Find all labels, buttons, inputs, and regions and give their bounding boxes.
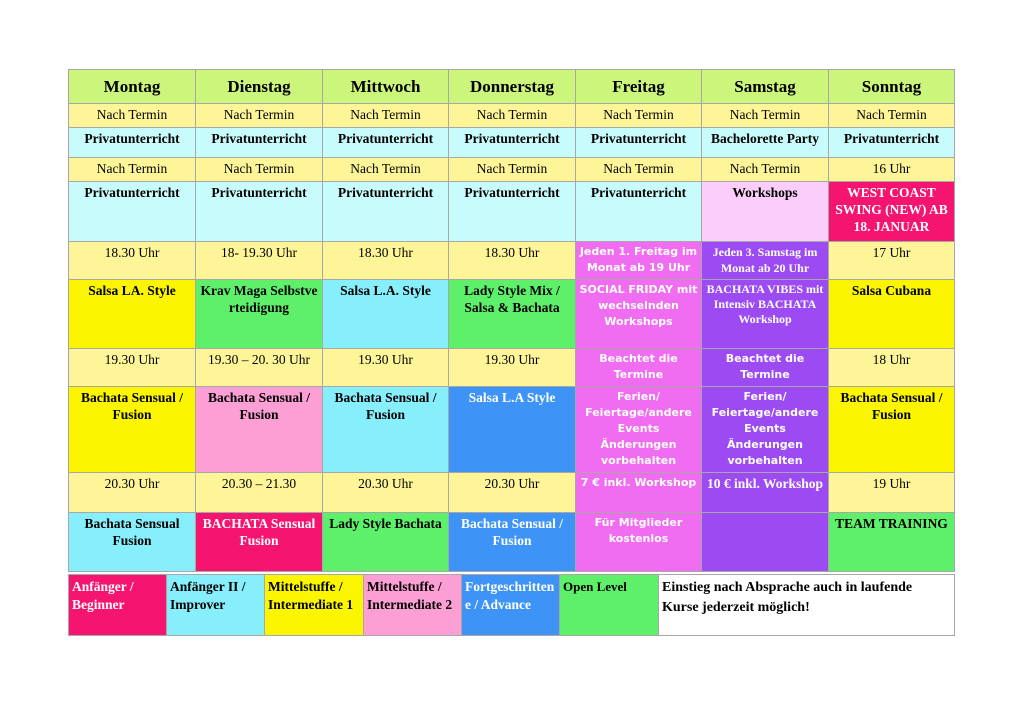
time-cell: 19.30 Uhr bbox=[449, 349, 576, 387]
time-cell: Nach Termin bbox=[323, 104, 449, 128]
class-row bbox=[69, 128, 955, 158]
class-cell: Privatunterricht bbox=[69, 128, 196, 158]
time-row bbox=[69, 349, 955, 387]
time-cell: 16 Uhr bbox=[829, 158, 955, 182]
time-cell: 7 € inkl. Workshop bbox=[576, 473, 702, 513]
time-cell: 18.30 Uhr bbox=[323, 242, 449, 280]
legend-beginner: Anfänger / Beginner bbox=[69, 575, 167, 636]
legend-intermediate-1: Mittelstuffe / Intermediate 1 bbox=[265, 575, 364, 636]
legend-open-level: Open Level bbox=[560, 575, 659, 636]
class-cell: Lady Style Bachata bbox=[323, 513, 449, 572]
class-row bbox=[69, 280, 955, 349]
day-header-tuesday: Dienstag bbox=[196, 70, 323, 104]
time-cell: 20.30 Uhr bbox=[449, 473, 576, 513]
class-cell: BACHATA Sensual Fusion bbox=[196, 513, 323, 572]
class-cell: Salsa Cubana bbox=[829, 280, 955, 349]
class-cell: Bachata Sensual / Fusion bbox=[69, 387, 196, 473]
class-cell: Bachelorette Party bbox=[702, 128, 829, 158]
class-cell: TEAM TRAINING bbox=[829, 513, 955, 572]
time-row bbox=[69, 473, 955, 513]
time-cell: Nach Termin bbox=[449, 104, 576, 128]
class-cell: Privatunterricht bbox=[196, 128, 323, 158]
class-cell: Privatunterricht bbox=[449, 182, 576, 242]
class-cell: Für Mitglieder kostenlos bbox=[576, 513, 702, 572]
class-cell: Privatunterricht bbox=[323, 182, 449, 242]
time-cell: Jeden 1. Freitag im Monat ab 19 Uhr bbox=[576, 242, 702, 280]
time-cell: 20.30 Uhr bbox=[323, 473, 449, 513]
class-cell: Privatunterricht bbox=[323, 128, 449, 158]
class-cell: Bachata Sensual / Fusion bbox=[829, 387, 955, 473]
legend-advance: Fortgeschrittene / Advance bbox=[462, 575, 560, 636]
time-cell: 18.30 Uhr bbox=[449, 242, 576, 280]
enrollment-note: Einstieg nach Absprache auch in laufende Kurse jederzeit möglich! bbox=[659, 575, 955, 636]
time-cell: 18- 19.30 Uhr bbox=[196, 242, 323, 280]
time-cell: Nach Termin bbox=[196, 158, 323, 182]
class-cell: Privatunterricht bbox=[829, 128, 955, 158]
class-cell: Privatunterricht bbox=[69, 182, 196, 242]
day-header-thursday: Donnerstag bbox=[449, 70, 576, 104]
time-cell: 19.30 Uhr bbox=[69, 349, 196, 387]
legend-improver: Anfänger II / Improver bbox=[167, 575, 265, 636]
class-cell: Privatunterricht bbox=[196, 182, 323, 242]
class-cell: WEST COAST SWING (NEW) AB 18. JANUAR bbox=[829, 182, 955, 242]
class-cell: Ferien/ Feiertage/andere Events Änderungen vorbehalten bbox=[576, 387, 702, 473]
time-cell: Nach Termin bbox=[69, 104, 196, 128]
class-cell: Bachata Sensual / Fusion bbox=[196, 387, 323, 473]
time-cell: 20.30 – 21.30 bbox=[196, 473, 323, 513]
time-cell: Nach Termin bbox=[702, 104, 829, 128]
level-legend bbox=[68, 574, 955, 636]
class-cell: SOCIAL FRIDAY mit wechselnden Workshops bbox=[576, 280, 702, 349]
legend-intermediate-2: Mittelstuffe / Intermediate 2 bbox=[364, 575, 462, 636]
time-row bbox=[69, 242, 955, 280]
class-cell: Privatunterricht bbox=[449, 128, 576, 158]
class-row bbox=[69, 387, 955, 473]
class-cell bbox=[702, 513, 829, 572]
time-cell: Nach Termin bbox=[196, 104, 323, 128]
time-cell: 18.30 Uhr bbox=[69, 242, 196, 280]
class-cell: Privatunterricht bbox=[576, 128, 702, 158]
time-row bbox=[69, 104, 955, 128]
class-row bbox=[69, 182, 955, 242]
day-header-wednesday: Mittwoch bbox=[323, 70, 449, 104]
time-cell: 19 Uhr bbox=[829, 473, 955, 513]
time-cell: Nach Termin bbox=[323, 158, 449, 182]
day-header-friday: Freitag bbox=[576, 70, 702, 104]
day-header-monday: Montag bbox=[69, 70, 196, 104]
time-cell: 18 Uhr bbox=[829, 349, 955, 387]
class-row bbox=[69, 513, 955, 572]
class-cell: Bachata Sensual Fusion bbox=[69, 513, 196, 572]
time-cell: Nach Termin bbox=[449, 158, 576, 182]
class-cell: Workshops bbox=[702, 182, 829, 242]
class-cell: Bachata Sensual / Fusion bbox=[449, 513, 576, 572]
time-cell: Nach Termin bbox=[576, 104, 702, 128]
time-cell: Jeden 3. Samstag im Monat ab 20 Uhr bbox=[702, 242, 829, 280]
class-cell: Salsa L.A Style bbox=[449, 387, 576, 473]
day-header-sunday: Sonntag bbox=[829, 70, 955, 104]
class-cell: Krav Maga Selbstverteidigung bbox=[196, 280, 323, 349]
time-cell: Nach Termin bbox=[576, 158, 702, 182]
day-header-saturday: Samstag bbox=[702, 70, 829, 104]
time-cell: Nach Termin bbox=[69, 158, 196, 182]
time-row bbox=[69, 158, 955, 182]
day-header-row bbox=[69, 70, 955, 104]
class-cell: Bachata Sensual / Fusion bbox=[323, 387, 449, 473]
class-cell: Lady Style Mix / Salsa & Bachata bbox=[449, 280, 576, 349]
time-cell: Beachtet die Termine bbox=[702, 349, 829, 387]
class-cell: Salsa LA. Style bbox=[69, 280, 196, 349]
class-cell: Salsa L.A. Style bbox=[323, 280, 449, 349]
weekly-schedule-table bbox=[68, 69, 955, 572]
class-cell: Ferien/ Feiertage/andere Events Änderungen vorbehalten bbox=[702, 387, 829, 473]
time-cell: Beachtet die Termine bbox=[576, 349, 702, 387]
time-cell: Nach Termin bbox=[829, 104, 955, 128]
class-cell: BACHATA VIBES mit Intensiv BACHATA Workshop bbox=[702, 280, 829, 349]
time-cell: 20.30 Uhr bbox=[69, 473, 196, 513]
time-cell: 17 Uhr bbox=[829, 242, 955, 280]
time-cell: Nach Termin bbox=[702, 158, 829, 182]
time-cell: 19.30 – 20. 30 Uhr bbox=[196, 349, 323, 387]
class-cell: Privatunterricht bbox=[576, 182, 702, 242]
time-cell: 10 € inkl. Workshop bbox=[702, 473, 829, 513]
time-cell: 19.30 Uhr bbox=[323, 349, 449, 387]
